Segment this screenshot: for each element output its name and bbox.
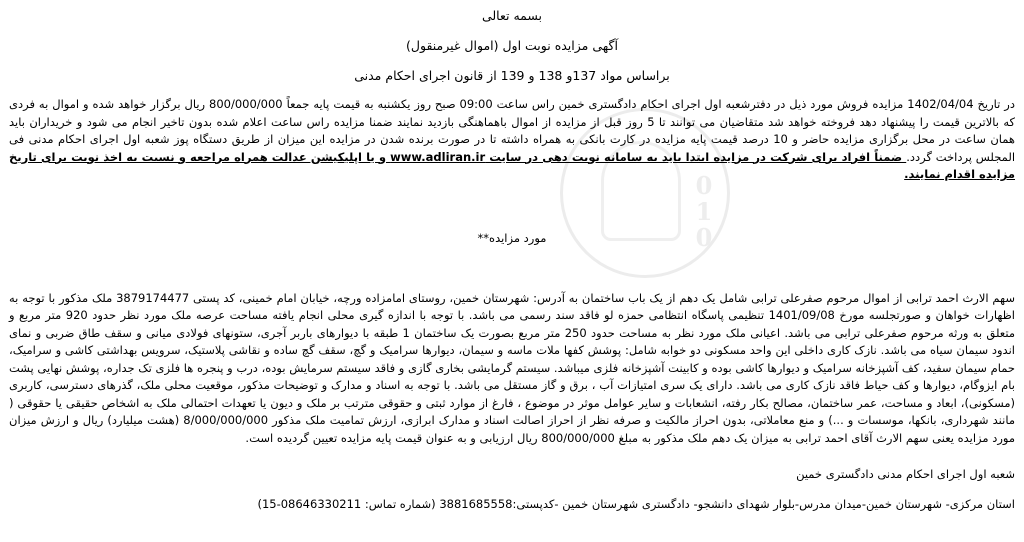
notice-body-text: در تاریخ 1402/04/04 مزایده فروش مورد ذیل در دفترشعبه اول اجرای احکام دادگستری خمین راس ساعت 09:00 صبح روز یکشنبه به قیمت پایه جمعاً 800/000/000 ریال برگزار خواهد شده و اموال به فردی که بالاترین قیمت را پیشنهاد دهد فروخته خواهد شد متقاضیان می توانند تا 5 روز قبل از مزایده از اموال باهماهنگی بازدید نمایند ضمنا مزایده راس ساعت اعلام شده بدون تاخیر انجام می شود و خریداران باید همان ساعت در محل برگزاری مزایده حاضر و 10 درصد قیمت پایه مزایده در کارت بانکی به همراه داشته تا در صورت برنده شدن در مزایده این میزان از طریق دستگاه پوز شعبه اول اجرای احکام مدنی فی المجلس پرداخت گردد. (9, 97, 1016, 164)
basmala-heading: بسمه تعالی (481, 8, 543, 23)
issuing-branch: شعبه اول اجرای احکام مدنی دادگستری خمین (796, 467, 1015, 481)
notice-paragraph (9, 96, 1015, 184)
registration-requirement-text: ضمناً افراد برای شرکت در مزایده ابتدا باید به سامانه نوبت دهی در سایت www.adliran.ir و یا اپلیکیشن عدالت همراه مراجعه و نسبت به اخذ نوبت برای تاریخ مزایده اقدام نمایند. (9, 149, 1015, 181)
auction-title: آگهی مزایده نوبت اول (اموال غیرمنقول) (406, 38, 618, 53)
court-address: استان مرکزی- شهرستان خمین-میدان مدرس-بلوار شهدای دانشجو- دادگستری شهرستان خمین -کدپستی:3881685558 (شماره تماس: 08646330211-15) (257, 497, 1015, 511)
legal-basis-line: براساس مواد 137و 138 و 139 از قانون اجرای احکام مدنی (354, 68, 670, 83)
watermark-digits: 010 (695, 171, 713, 252)
auction-item-description: سهم الارث احمد ترابی از اموال مرحوم صفرعلی ترابی شامل یک دهم از یک باب ساختمان به آدرس: شهرستان خمین، روستای امامزاده ورچه، خیابان امام خمینی، کد پستی 3879174477 ملک مذکور با توجه به اظهارات خواهان و صورتجلسه مورخ 1401/09/08 تنظیمی پاسگاه انتظامی حمزه لو فاقد سند رسمی می باشد. با توجه با اندازه گیری محلی انجام یافته مساحت عرصه ملک مورد نظر حدود 920 متر مربع و متعلق به ورثه مرحوم صفرعلی ترابی می باشد. اعیانی ملک مورد نظر به مساحت حدود 250 متر مربع بصورت یک ساختمان 1 طبقه با دیوارهای باربر آجری، ستونهای فولادی میانی و سقف طاق ضربی و نمای اندود سیمان سیاه می باشد. نازک کاری داخلی این واحد مسکونی دو خوابه شامل: پوشش کفها ملات ماسه و سیمان، دیوارها سرامیک و گچ، سقف گچ ساده و نقاشی پلاستیک، سرویس بهداشتی کاشی و سرامیک، حمام سیمان سفید، کف آشپزخانه سرامیک و دیوارها کاشی بوده و کابینت آشپزخانه فلزی میباشد. سیستم گرمایشی بخاری گازی و فاقد سیستم سرمایش بوده، درب و پنجره ها فلزی تک جداره، پوشش نهایی پشت بام ایزوگام، دیوارها و کف حیاط فاقد نازک کاری می باشد. دارای یک سری امتیازات آب ، برق و گاز مستقل می باشد. با توجه به اسناد و مدارک و توضیحات مذکور، موقعیت محلی ملک، گذرهای دسترسی، کاربری (مسکونی)، ابعاد و مساحت، عمر ساختمان، مصالح بکار رفته، انشعابات و سایر عوامل موثر در موضوع ، فارغ از موارد ثبتی و حقوقی مترتب بر ملک و دیون یا تعهدات احتمالی ملک به اشخاص حقیقی یا حقوقی ( مانند شهرداری، بانکها، موسسات و ...) و منع معاملاتی، بدون احراز مالکیت و صرفه نظر از احراز اصالت اسناد و مدارک ابرازی، ارزش تمامیت ملک مذکور 8/000/000/000 (هشت میلیارد) ریال و ارزش میزان مورد مزایده یعنی سهم الارث آقای احمد ترابی به میزان یک دهم ملک مذکور به مبلغ 800/000/000 ریال ارزیابی و به عنوان قیمت پایه مزایده تعیین گردیده است. (9, 290, 1015, 445)
auction-item-heading: مورد مزایده** (477, 230, 547, 245)
notice-content (9, 6, 1015, 513)
